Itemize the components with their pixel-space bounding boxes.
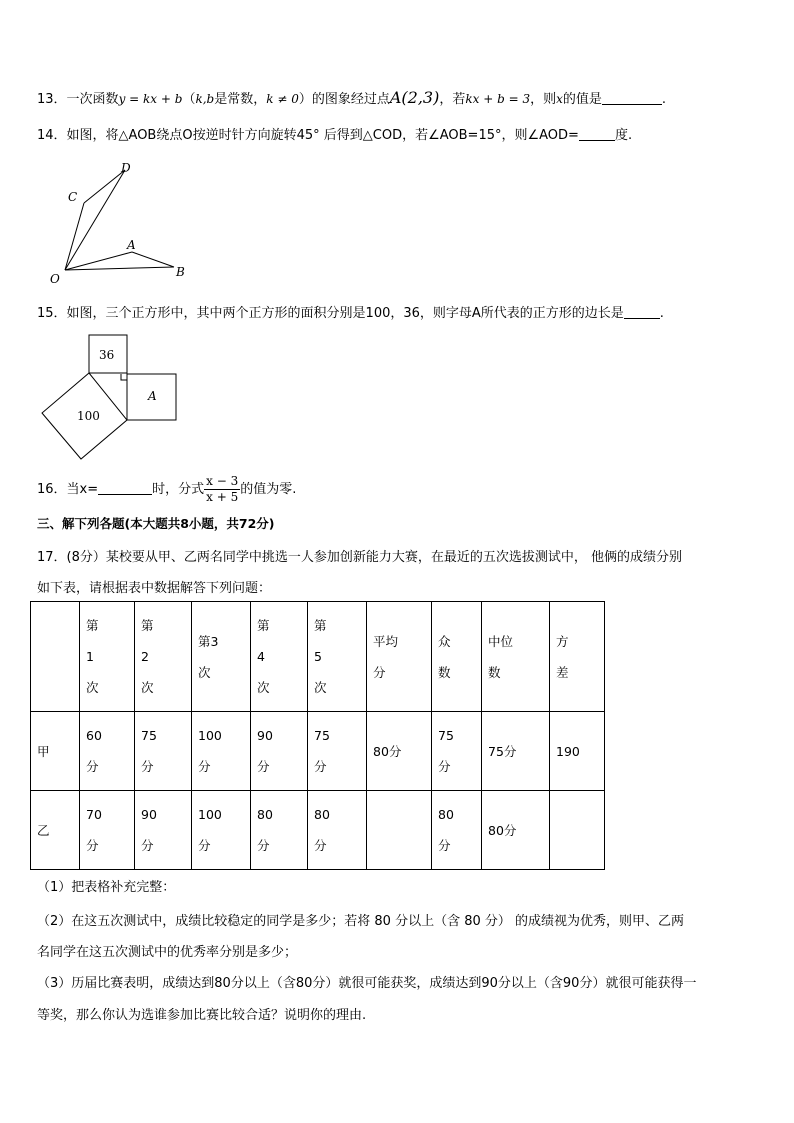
cell-text: 次 — [141, 680, 154, 695]
table-cell — [31, 712, 80, 791]
cell-text: 80 — [257, 807, 273, 822]
table-cell — [482, 791, 550, 870]
cell-text: 第 — [86, 618, 99, 633]
cell-text: 分 — [86, 759, 99, 774]
table-cell — [432, 791, 482, 870]
cell-text: 方 — [556, 633, 569, 649]
cell-text: 差 — [556, 664, 569, 680]
table-header-cell — [482, 602, 550, 712]
cell-text: 1 — [86, 649, 94, 664]
cell-text: 100 — [198, 807, 222, 822]
cell-text: 众 — [438, 633, 451, 649]
cell-text: 75 — [314, 728, 330, 743]
cell-text: 次 — [257, 680, 270, 695]
table-row — [31, 791, 605, 870]
table-header-cell — [192, 602, 251, 712]
segment-od — [65, 170, 125, 270]
label-100: 100 — [77, 409, 100, 423]
cell-text: 中位 — [488, 633, 514, 649]
cell-text: 分 — [373, 664, 386, 680]
table-cell — [135, 791, 192, 870]
right-angle-mark — [121, 374, 127, 380]
answer-blank — [579, 126, 615, 141]
cell-text: 分 — [257, 838, 270, 853]
sub-question-2-line2: 名同学在这五次测试中的优秀率分别是多少； — [37, 945, 298, 960]
table-cell — [31, 791, 80, 870]
cell-text: 190 — [556, 743, 580, 759]
label-b: B — [176, 265, 185, 279]
cell-text: 90 — [257, 728, 273, 743]
question-15: 15．如图，三个正方形中，其中两个正方形的面积分别是100，36，则字母A所代表的正方形的边长是 . — [37, 306, 664, 321]
segment-oa — [65, 252, 132, 270]
cell-text: 甲 — [37, 743, 50, 759]
function-formula: y = kx + b — [118, 92, 183, 106]
cell-text: 80 — [314, 807, 330, 822]
table-header-cell — [31, 602, 80, 712]
squares-figure — [35, 328, 185, 468]
table-header-cell — [251, 602, 308, 712]
cell-text: 80 — [438, 807, 454, 822]
rotation-figure — [40, 155, 200, 290]
table-header-cell — [432, 602, 482, 712]
table-cell — [550, 712, 605, 791]
cell-text: 分 — [86, 838, 99, 853]
table-header-cell — [550, 602, 605, 712]
answer-blank — [602, 90, 662, 105]
question-13: 13．一次函数y = kx + b（k,b是常数，k ≠ 0）的图象经过点A(2,3)，若kx + b = 3，则x的值是 . — [37, 88, 667, 107]
cell-text: 分 — [314, 759, 327, 774]
cell-text: 5 — [314, 649, 322, 664]
segment-oc — [65, 203, 84, 270]
table-header-cell — [367, 602, 432, 712]
table-cell — [80, 791, 135, 870]
table-cell — [482, 712, 550, 791]
label-d: D — [121, 161, 131, 175]
segment-ob — [65, 267, 174, 270]
sub-question-3-line1: （3）历届比赛表明，成绩达到80分以上（含80分）就很可能获奖，成绩达到90分以上（含90分）就很可能获得一 — [37, 976, 697, 991]
cell-text: 次 — [198, 664, 211, 680]
cell-text: 第 — [257, 618, 270, 633]
cell-text: 80分 — [373, 743, 402, 759]
cell-text: 80分 — [488, 822, 517, 838]
cell-text: 第 — [141, 618, 154, 633]
segment-ab — [132, 252, 174, 267]
point-a: A(2,3) — [389, 88, 440, 107]
sub-question-1: （1）把表格补充完整： — [37, 880, 176, 895]
label-a: A — [127, 238, 136, 252]
cell-text: 70 — [86, 807, 102, 822]
table-cell — [192, 712, 251, 791]
table-row — [31, 712, 605, 791]
cell-text: 75 — [438, 728, 454, 743]
section-heading: 三、解下列各题(本大题共8小题，共72分) — [37, 516, 275, 531]
cell-text: 分 — [257, 759, 270, 774]
cell-text: 数 — [438, 664, 451, 680]
cell-text: 平均 — [373, 633, 399, 649]
question-17-line1: 17．(8分）某校要从甲、乙两名同学中挑选一人参加创新能力大赛，在最近的五次选拔测试中， 他俩的成绩分别 — [37, 550, 683, 565]
answer-blank — [624, 304, 660, 319]
cell-text: 60 — [86, 728, 102, 743]
table-cell — [80, 712, 135, 791]
table-cell — [308, 712, 367, 791]
cell-text: 75 — [141, 728, 157, 743]
table-header-cell — [308, 602, 367, 712]
table-header-cell — [135, 602, 192, 712]
table-header-cell — [80, 602, 135, 712]
table-cell — [251, 791, 308, 870]
table-cell — [308, 791, 367, 870]
label-a: A — [148, 389, 157, 403]
cell-text: 分 — [438, 838, 451, 853]
cell-text: 乙 — [37, 822, 50, 838]
cell-text: 分 — [198, 759, 211, 774]
cell-text: 分 — [198, 838, 211, 853]
cell-text: 分 — [141, 838, 154, 853]
cell-text: 数 — [488, 664, 501, 680]
cell-text: 第3 — [198, 633, 219, 649]
cell-text: 4 — [257, 649, 265, 664]
cell-text: 次 — [314, 680, 327, 695]
table-header-row — [31, 602, 605, 712]
label-o: O — [50, 272, 60, 286]
table-cell — [192, 791, 251, 870]
cell-text: 75分 — [488, 743, 517, 759]
question-16: 16．当x= 时，分式 $\frac{x - 3}{x + 5}$ 的值为零. — [37, 474, 297, 504]
cell-text: 分 — [314, 838, 327, 853]
sub-question-2-line1: （2）在这五次测试中，成绩比较稳定的同学是多少；若将 80 分以上（含 80 分） 的成绩视为优秀，则甲、乙两 — [37, 914, 685, 929]
cell-text: 分 — [141, 759, 154, 774]
table-cell — [135, 712, 192, 791]
question-17-line2: 如下表，请根据表中数据解答下列问题： — [37, 581, 272, 596]
answer-blank — [98, 480, 152, 495]
cell-text: 100 — [198, 728, 222, 743]
table-cell — [367, 712, 432, 791]
label-c: C — [68, 190, 78, 204]
table-cell — [367, 791, 432, 870]
table-cell — [550, 791, 605, 870]
cell-text: 第 — [314, 618, 327, 633]
segment-cd — [84, 170, 125, 203]
table-cell — [432, 712, 482, 791]
score-table — [30, 601, 605, 870]
table-cell — [251, 712, 308, 791]
question-14: 14．如图，将△AOB绕点O按逆时针方向旋转45° 后得到△COD，若∠AOB=15°，则∠AOD= 度. — [37, 128, 633, 143]
label-36: 36 — [99, 348, 115, 362]
cell-text: 90 — [141, 807, 157, 822]
cell-text: 2 — [141, 649, 149, 664]
fraction: $\frac{x - 3}{x + 5}$ — [206, 474, 239, 504]
sub-question-3-line2: 等奖，那么你认为选谁参加比赛比较合适？说明你的理由. — [37, 1008, 367, 1023]
cell-text: 次 — [86, 680, 99, 695]
cell-text: 分 — [438, 759, 451, 774]
